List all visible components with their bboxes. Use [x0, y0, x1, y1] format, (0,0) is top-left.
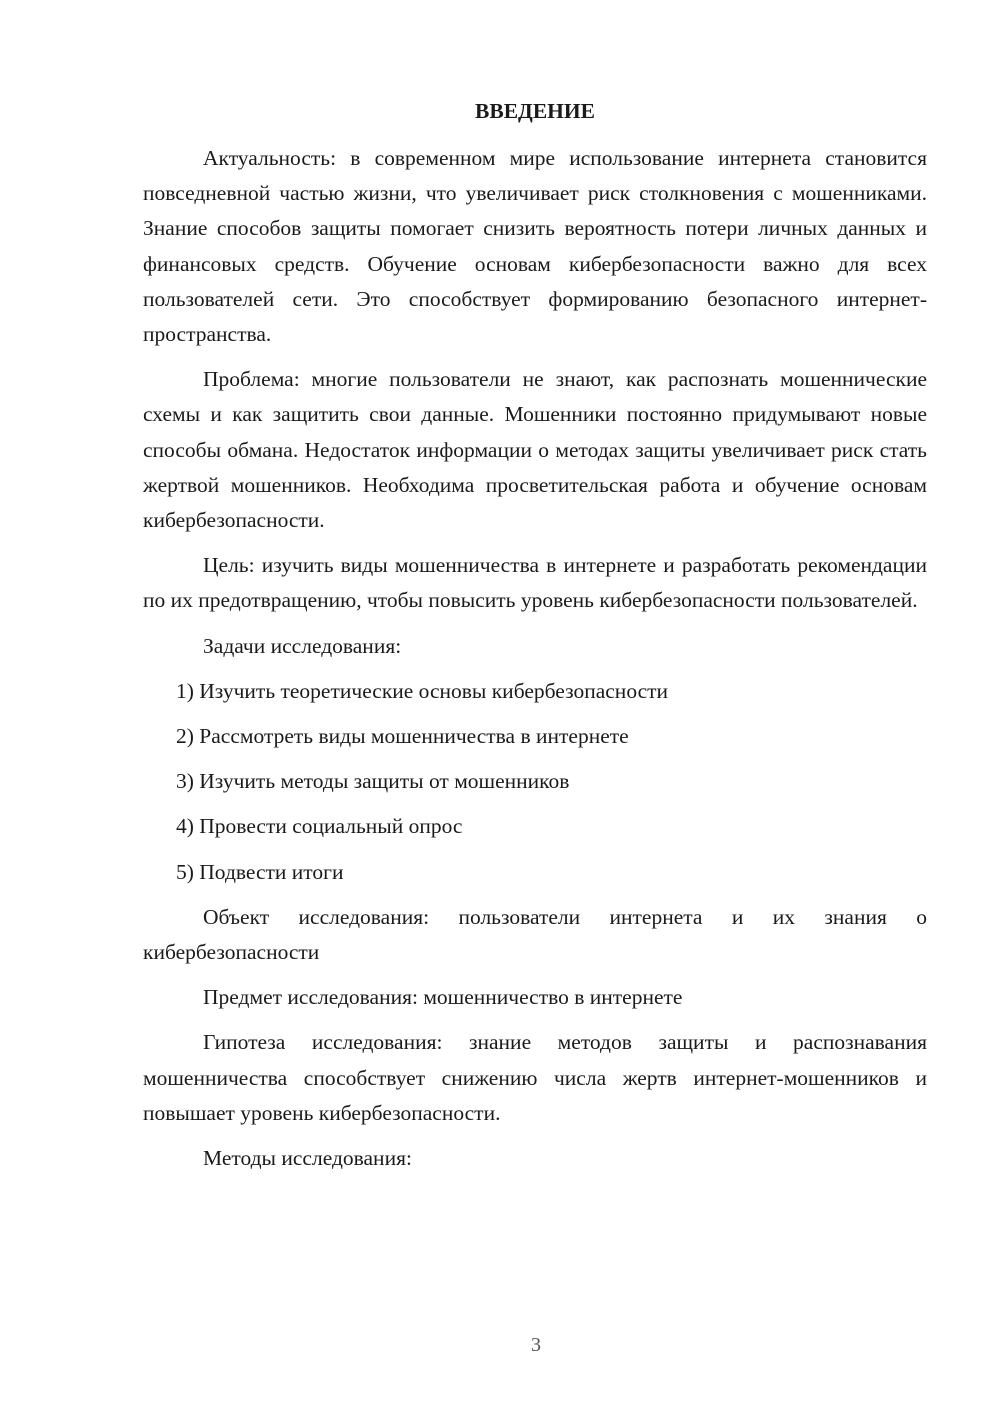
object-paragraph: Объект исследования: пользователи интернета и их знания о кибербезопасности — [143, 904, 927, 965]
list-item: 2) Рассмотреть виды мошенничества в интернете — [176, 724, 629, 749]
relevance-paragraph: Актуальность: в современном мире использование интернета становится повседневной частью жизни, что увеличивает риск столкновения с мошенниками. Знание способов защиты помогает снизить вероятность потери личных данных и финансовых средств. Обучение основам кибербезопасности важно для всех пользователей сети. Это способствует формированию безопасного интернет-пространства. — [143, 146, 927, 347]
tasks-list — [143, 674, 927, 890]
page-body — [143, 94, 927, 1186]
subject-paragraph: Предмет исследования: мошенничество в интернете — [203, 985, 683, 1010]
section-heading: ВВЕДЕНИЕ — [475, 99, 595, 123]
list-item: 4) Провести социальный опрос — [176, 814, 463, 839]
hypothesis-paragraph: Гипотеза исследования: знание методов защиты и распознавания мошенничества способствует снижению числа жертв интернет-мошенников и повышает уровень кибербезопасности. — [143, 1030, 927, 1125]
list-item: 3) Изучить методы защиты от мошенников — [176, 769, 570, 794]
list-item: 5) Подвести итоги — [176, 859, 344, 884]
problem-paragraph: Проблема: многие пользователи не знают, как распознать мошеннические схемы и как защитить свои данные. Мошенники постоянно придумывают новые способы обмана. Недостаток информации о методах защиты увеличивает риск стать жертвой мошенников. Необходима просветительская работа и обучение основам кибербезопасности. — [143, 367, 927, 533]
tasks-intro: Задачи исследования: — [203, 633, 402, 658]
list-item: 1) Изучить теоретические основы кибербезопасности — [176, 678, 669, 703]
goal-paragraph: Цель: изучить виды мошенничества в интернете и разработать рекомендации по их предотвращению, чтобы повысить уровень кибербезопасности пользователей. — [143, 553, 927, 613]
page-number: 3 — [531, 1334, 541, 1356]
methods-intro: Методы исследования: — [203, 1146, 412, 1171]
